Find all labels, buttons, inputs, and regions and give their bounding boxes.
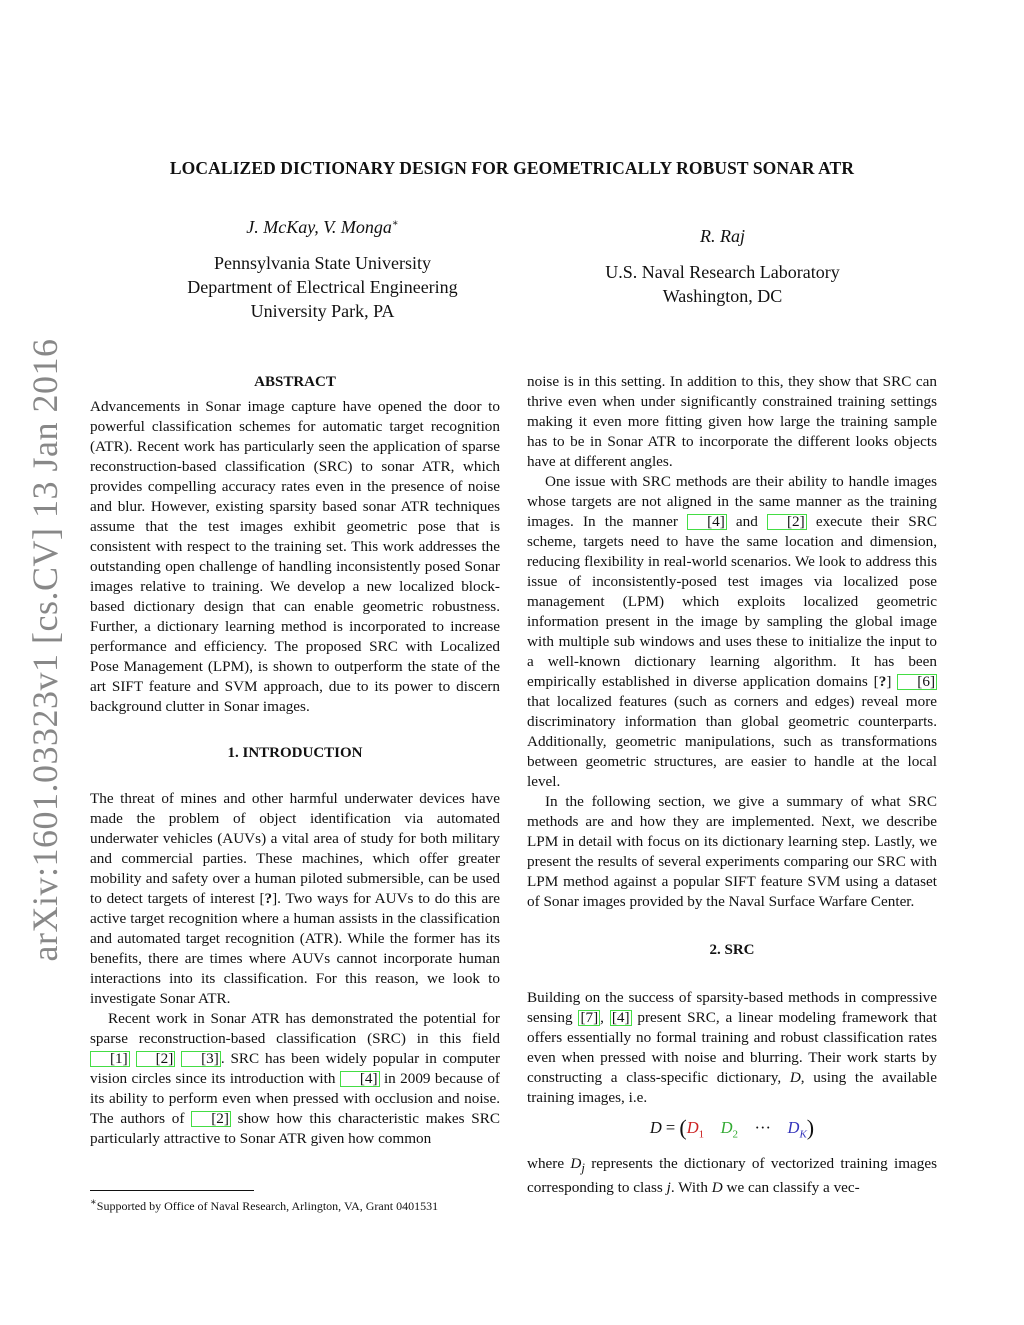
intro-paragraph-4: One issue with SRC methods are their ability to handle images whose targets are not aligned in the same manner as the training images. In the manner [4] and [2] execute their SRC scheme, targets need to have the same location and dimension, reducing flexibility in real-world scenarios. We look to address this issue of inconsistently-posed test images via localized pose management (LPM) which exploits localized geometric information present in the image by sampling the global image with multiple sub windows and uses these to initialize the input to a well-known dictionary learning algorithm. It has been empirically established in diverse application domains [?] [6] that localized features (such as corners and edges) reveal more discriminatory information than global geometric counterparts. Additionally, geometric manipulations, such as transformations between geometric structures, are easier to handle at the local level. [527,473,937,790]
affiliation-right-line1: U.S. Naval Research Laboratory [605,262,840,282]
src-paragraph-2: where $D_j$ represents the dictionary of vectorized training images corresponding to class j. With D we can classify a vec- [527,1155,937,1197]
affiliation-left-line2: Department of Electrical Engineering [187,277,458,297]
citation-link[interactable]: [1] [90,1051,130,1067]
paper-title: LOCALIZED DICTIONARY DESIGN FOR GEOMETRICALLY ROBUST SONAR ATR [169,158,855,178]
citation-link[interactable]: [2] [767,514,807,530]
affiliation-right-line2: Washington, DC [662,286,783,306]
arxiv-stamp: arXiv:1601.03323v1 [cs.CV] 13 Jan 2016 [25,338,65,962]
intro-paragraph-1: The threat of mines and other harmful underwater devices have made the problem of object identification via automated underwater vehicles (AUVs) a vital area of study for both military and commercial parties. These machines, which offer greater mobility and safety over a human piloted submersible, can be used to detect targets of interest [?]. Two ways for AUVs to do this are active target recognition where a human assists in the classification and automated target recognition (ATR). While the former has its benefits, there are times where AUVs cannot incorporate human interactions into its classification. For this reason, we look to investigate Sonar ATR. [90,790,500,1007]
author-block-right [545,224,900,308]
author-names-left: J. McKay, V. Monga∗ [246,217,399,237]
footnote-rule [90,1190,254,1191]
left-column [90,372,500,1149]
citation-link[interactable]: [2] [136,1051,176,1067]
intro-paragraph-2: Recent work in Sonar ATR has demonstrated the potential for sparse reconstruction-based classification (SRC) in this field [1] [2] [3] . SRC has been widely popular in computer vision circles since its introduction with [4] in 2009 because of its ability to perform even when pressed with occlusion and noise. The authors of [2] show how this characteristic makes SRC particularly attractive to Sonar ATR given how common [90,1010,501,1147]
abstract-text: Advancements in Sonar image capture have opened the door to powerful classification schemes for automatic target recognition (ATR). Recent work has particularly seen the application of sparse reconstruction-based classification (SRC) to sonar ATR, which provides compelling accuracy rates even in the presence of noise and blur. However, existing sparsity based sonar ATR techniques assume that the test images exhibit geometric pose that is consistent with respect to the training set. This work addresses the outstanding open challenge of handling inconsistently posed Sonar images relative to training. We develop a new localized block-based dictionary design that can enable geometric robustness. Further, a dictionary learning method is incorporated to increase performance and efficiency. The proposed SRC with Localized Pose Management (LPM), is shown to outperform the state of the art SIFT feature and SVM approach, due to its power to discern background clutter in Sonar images. [90,398,500,715]
intro-paragraph-3: noise is in this setting. In addition to this, they show that SRC can thrive even when under significantly constrained training settings making it even more fitting given how large the training sample has to be in Sonar ATR to incorporate the different looks objects have at different angles. [527,373,937,470]
src-heading: 2. SRC [709,942,755,958]
affiliation-left-line3: University Park, PA [250,301,395,321]
citation-link[interactable]: [4] [340,1071,380,1087]
citation-link[interactable]: [4] [611,1009,630,1026]
src-paragraph-1: Building on the success of sparsity-based methods in compressive sensing [7] , [4] present SRC, a linear modeling framework that offers essentially no formal training and robust classification rates even when pressed with noise and blurring. Their work starts by constructing a class-specific dictionary, D, using the available training images, i.e. [527,989,938,1106]
footnote: ∗Supported by Office of Naval Research, Arlington, VA, Grant 0401531 [90,1197,439,1213]
citation-link[interactable]: [7] [580,1009,599,1026]
right-column [527,372,937,1198]
affiliation-left-line1: Pennsylvania State University [214,253,431,273]
dictionary-equation: $D = (D_1$ $D_2$ ··· $D_K$) [649,1115,815,1141]
citation-link[interactable]: [2] [191,1111,231,1127]
citation-link[interactable]: [6] [897,674,937,690]
author-names-right: R. Raj [700,226,745,246]
citation-link[interactable]: [4] [687,514,727,530]
citation-link[interactable]: [3] [181,1051,221,1067]
abstract-heading: ABSTRACT [254,374,336,390]
intro-heading: 1. INTRODUCTION [227,745,363,761]
intro-paragraph-5: In the following section, we give a summary of what SRC methods are and how they are implemented. Next, we describe LPM in detail with focus on its dictionary learning step. Lastly, we present the results of several experiments comparing our SRC with LPM method against a popular SIFT feature SVM using a dataset of Sonar images provided by the Naval Surface Warfare Center. [527,793,937,910]
author-block-left [145,212,500,323]
